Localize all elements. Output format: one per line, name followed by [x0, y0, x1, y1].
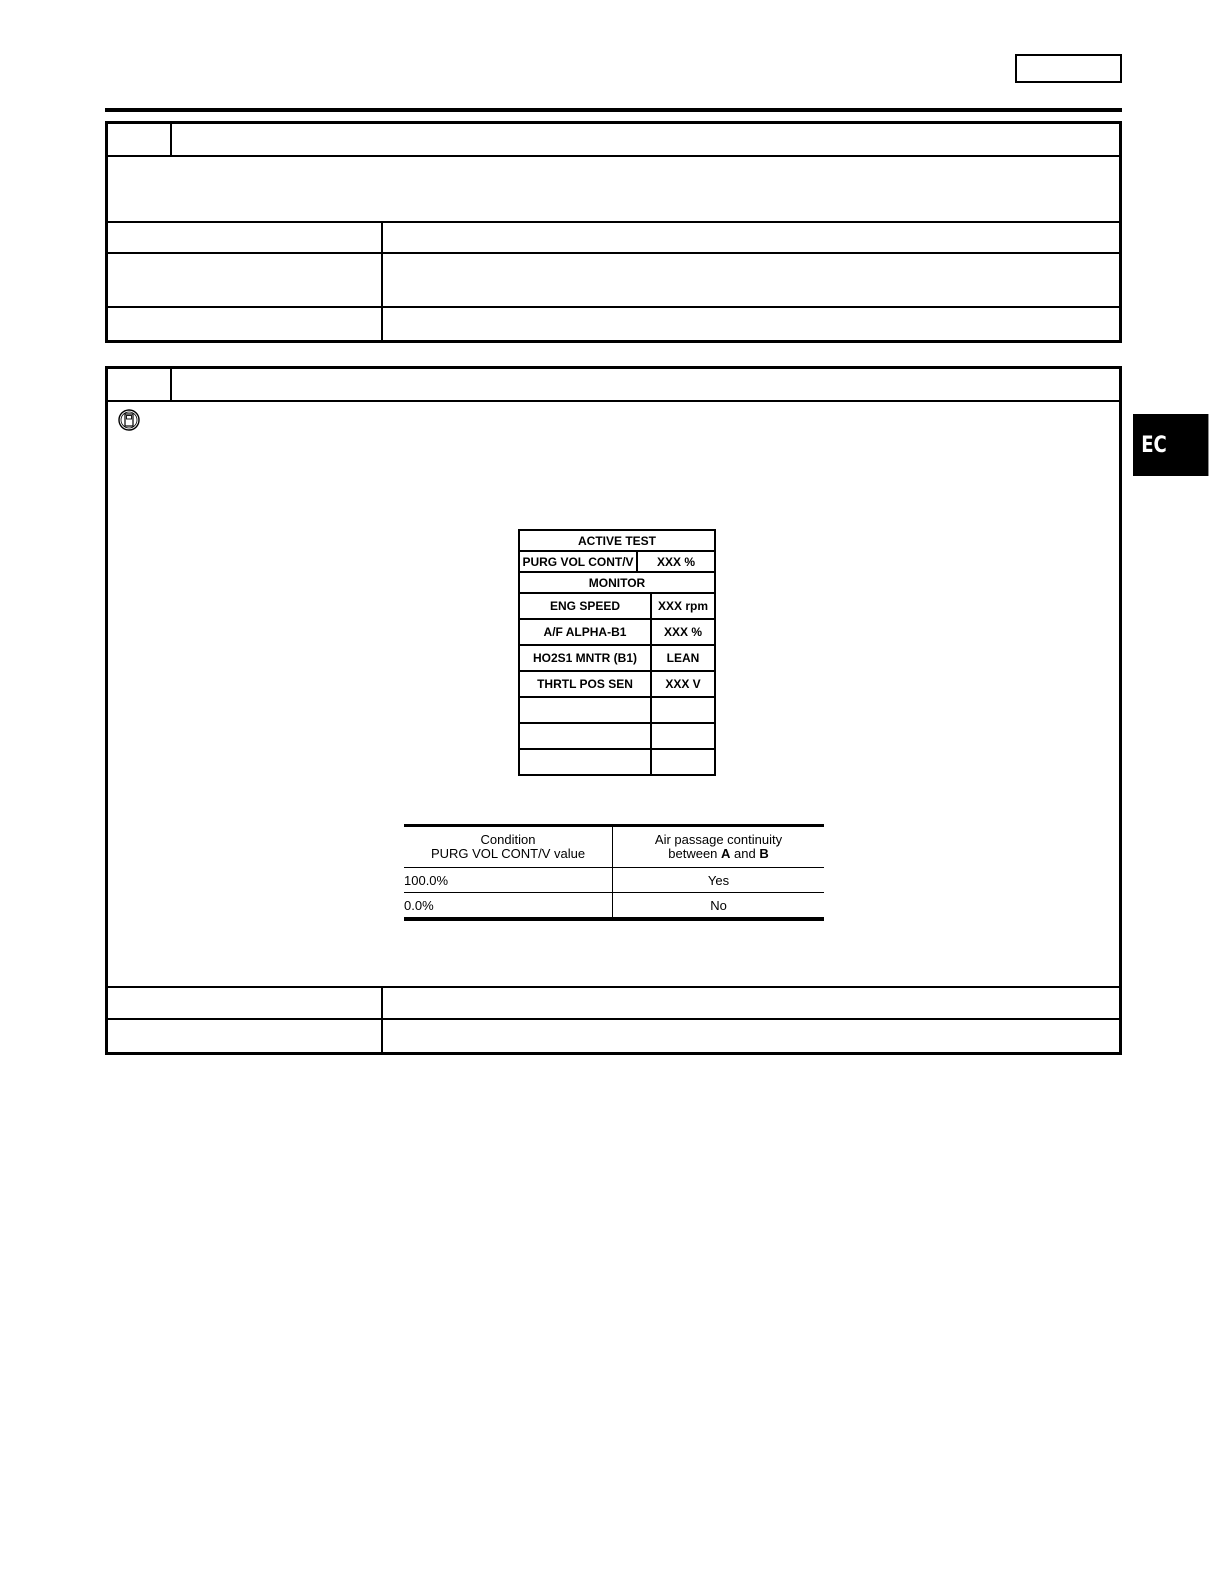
monitor-item-value [651, 723, 715, 749]
monitor-item-label [519, 697, 651, 723]
condition-header [404, 827, 613, 867]
point-a-label: A [721, 846, 731, 861]
monitor-item-label: HO2S1 MNTR (B1) [519, 645, 651, 671]
step-2-result-divider [381, 986, 383, 1053]
continuity-value: Yes [707, 872, 730, 888]
condition-table-header [404, 827, 824, 868]
monitor-item-value: XXX % [651, 619, 715, 645]
step-2-row-rule-1 [105, 986, 1122, 988]
active-test-item-value: XXX % [637, 551, 715, 572]
section-tab[interactable] [1133, 414, 1208, 476]
table-row [404, 868, 824, 893]
condition-table-bottom-rule [404, 918, 824, 921]
step-1-number-divider [170, 121, 172, 157]
step-1-result-divider [381, 221, 383, 341]
table-row [404, 893, 824, 918]
condition-header-line2: PURG VOL CONT/V value [430, 846, 586, 861]
continuity-header-prefix: between [668, 846, 722, 861]
monitor-item-label: ENG SPEED [519, 593, 651, 619]
step-2-title-rule [105, 400, 1122, 402]
step-1-title-rule [105, 155, 1122, 157]
monitor-item-value: LEAN [651, 645, 715, 671]
continuity-header [613, 827, 824, 867]
continuity-header-line1: Air passage continuity [654, 832, 783, 847]
header-box [1015, 54, 1122, 83]
monitor-item-value [651, 697, 715, 723]
consult-screen-table [518, 529, 716, 776]
condition-value: 100.0% [404, 868, 613, 892]
monitor-item-label [519, 723, 651, 749]
condition-value: 0.0% [404, 893, 613, 917]
monitor-item-label: THRTL POS SEN [519, 671, 651, 697]
step-2-number-divider [170, 366, 172, 402]
point-b-label: B [759, 846, 769, 861]
monitor-item-label [519, 749, 651, 775]
condition-header-line1: Condition [480, 832, 536, 847]
consult-tool-icon [118, 409, 140, 431]
step-2-row-rule-2 [105, 1018, 1122, 1020]
continuity-header-and: and [730, 846, 760, 861]
active-test-title: ACTIVE TEST [519, 530, 715, 551]
monitor-title: MONITOR [519, 572, 715, 593]
continuity-header-line2 [613, 847, 824, 861]
header-rule [105, 108, 1122, 112]
active-test-item-label: PURG VOL CONT/V [519, 551, 637, 572]
step-1-row-rule-1 [105, 221, 1122, 223]
monitor-item-label: A/F ALPHA-B1 [519, 619, 651, 645]
step-1-row-rule-2 [105, 252, 1122, 254]
monitor-item-value [651, 749, 715, 775]
monitor-item-value: XXX V [651, 671, 715, 697]
condition-table [404, 824, 824, 921]
section-tab-label: EC [1141, 432, 1167, 458]
step-1-row-rule-3 [105, 306, 1122, 308]
continuity-value: No [710, 897, 727, 913]
monitor-item-value: XXX rpm [651, 593, 715, 619]
